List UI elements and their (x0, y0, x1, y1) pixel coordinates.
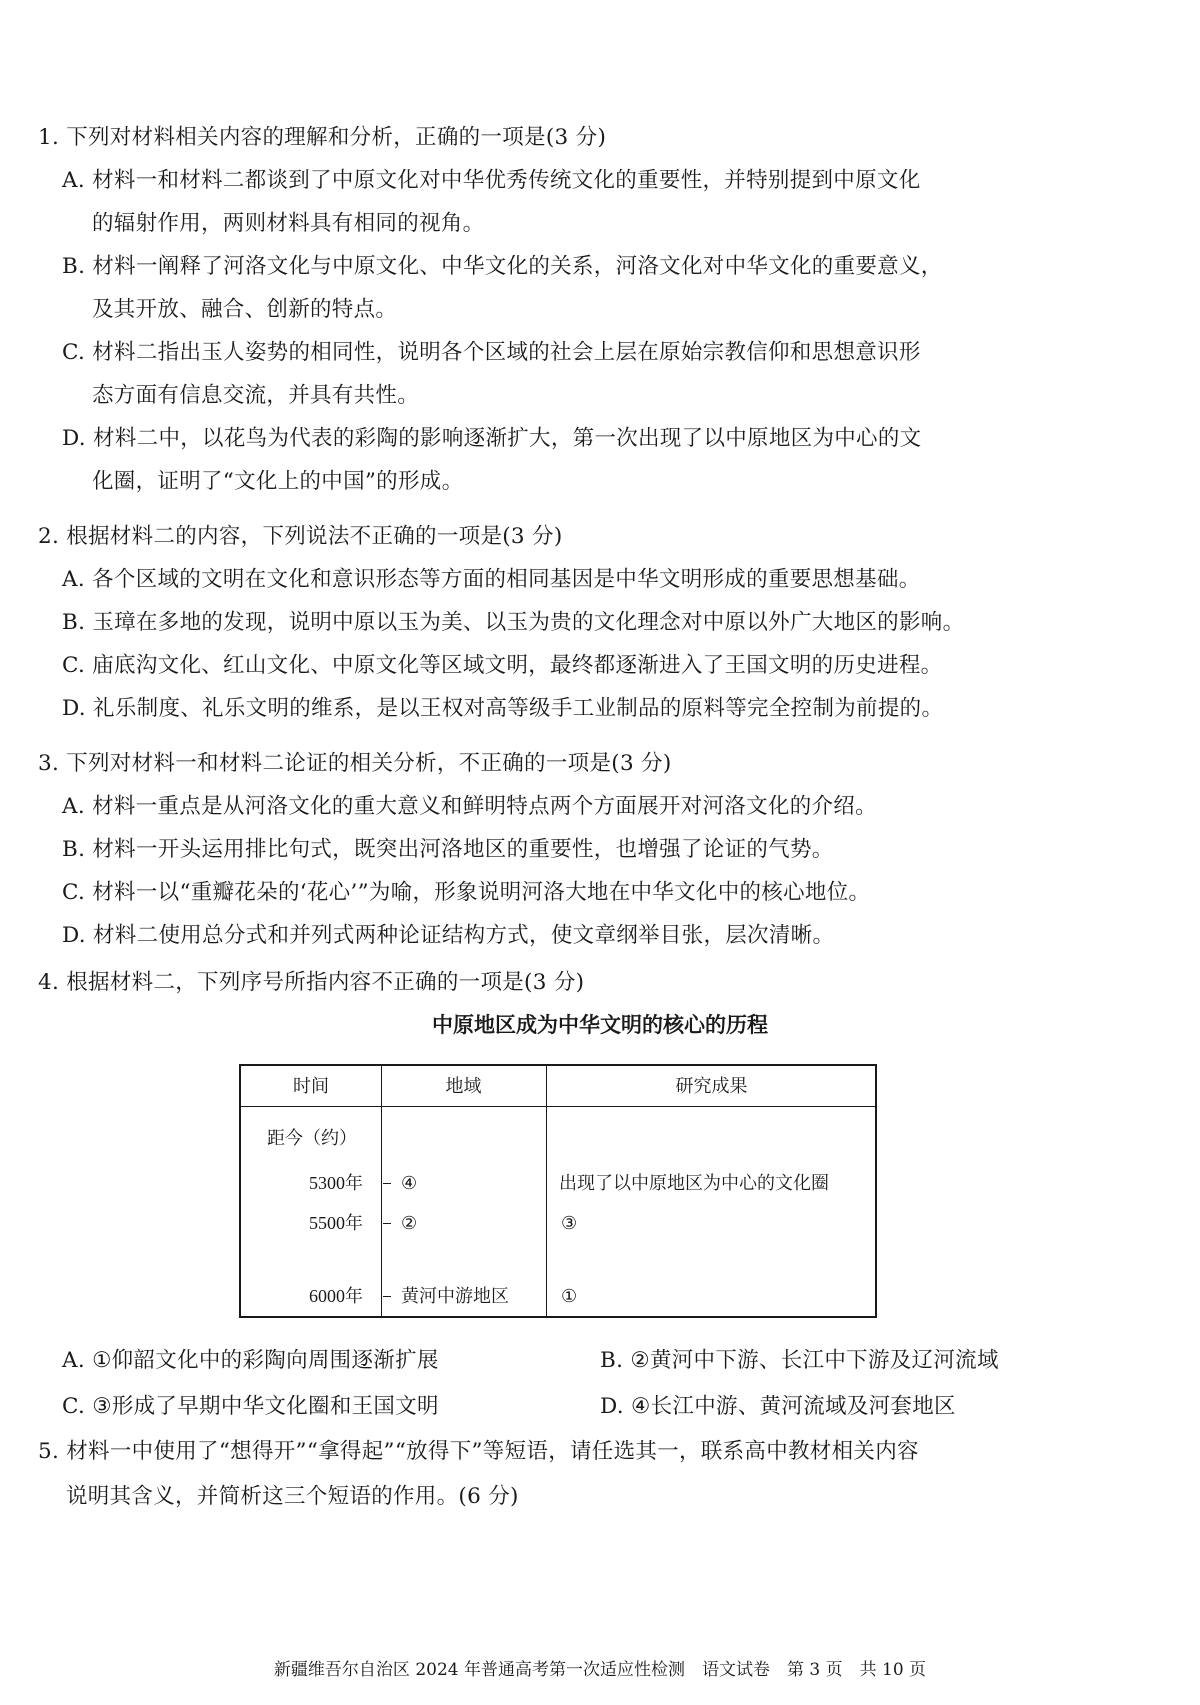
table-cell-region: 黄河中游地区 (401, 1286, 509, 1306)
question-1-option-c: C. 材料二指出玉人姿势的相同性，说明各个区域的社会上层在原始宗教信仰和思想意识形 (62, 340, 921, 365)
question-1-option-b: B. 材料一阐释了河洛文化与中原文化、中华文化的关系，河洛文化对中华文化的重要意义， (62, 254, 943, 279)
question-4-option-b: B. ②黄河中下游、长江中下游及辽河流域 (600, 1348, 999, 1373)
table-column-divider (381, 1066, 382, 1316)
question-1-option-d-cont: 化圈，证明了“文化上的中国”的形成。 (92, 469, 464, 494)
question-4-stem: 4. 根据材料二，下列序号所指内容不正确的一项是(3 分) (38, 970, 585, 995)
question-2-option-b: B. 玉璋在多地的发现，说明中原以玉为美、以玉为贵的文化理念对中原以外广大地区的影响。 (62, 610, 965, 635)
table-cell-time: 5500年 (309, 1213, 363, 1233)
question-2-option-d: D. 礼乐制度、礼乐文明的维系，是以王权对高等级手工业制品的原料等完全控制为前提的。 (62, 696, 944, 721)
question-4-option-c: C. ③形成了早期中华文化圈和王国文明 (62, 1394, 439, 1419)
question-4-option-d: D. ④长江中游、黄河流域及河套地区 (600, 1394, 956, 1419)
question-1-option-c-cont: 态方面有信息交流，并具有共性。 (92, 383, 420, 408)
table-cell-time: 6000年 (309, 1286, 363, 1306)
page-footer: 新疆维吾尔自治区 2024 年普通高考第一次适应性检测 语文试卷 第 3 页 共 10 页 (273, 1660, 927, 1680)
question-3-option-c: C. 材料一以“重瓣花朵的‘花心’”为喻，形象说明河洛大地在中华文化中的核心地位。 (62, 880, 871, 905)
question-3-option-a: A. 材料一重点是从河洛文化的重大意义和鲜明特点两个方面展开对河洛文化的介绍。 (62, 794, 877, 819)
question-3-stem: 3. 下列对材料一和材料二论证的相关分析，不正确的一项是(3 分) (38, 751, 672, 776)
timeline-tick (383, 1296, 391, 1297)
question-2-option-c: C. 庙底沟文化、红山文化、中原文化等区域文明，最终都逐渐进入了王国文明的历史进程。 (62, 653, 943, 678)
table-cell-region: ④ (401, 1173, 418, 1193)
table-cell-result: ① (561, 1286, 578, 1306)
table-header-region: 地域 (445, 1076, 482, 1096)
question-5-stem: 5. 材料一中使用了“想得开”“拿得起”“放得下”等短语，请任选其一，联系高中教材相关内容 (38, 1439, 919, 1464)
time-caption: 距今（约） (267, 1128, 357, 1148)
table-column-divider (546, 1066, 547, 1316)
question-3-option-d: D. 材料二使用总分式和并列式两种论证结构方式，使文章纲举目张，层次清晰。 (62, 923, 835, 948)
question-5-stem-cont: 说明其含义，并简析这三个短语的作用。(6 分) (66, 1484, 519, 1509)
table-title: 中原地区成为中华文明的核心的历程 (432, 1013, 768, 1037)
table-header-time: 时间 (293, 1076, 329, 1096)
question-1-option-a: A. 材料一和材料二都谈到了中原文化对中华优秀传统文化的重要性，并特别提到中原文化 (62, 168, 921, 193)
question-1-option-d: D. 材料二中，以花鸟为代表的彩陶的影响逐渐扩大，第一次出现了以中原地区为中心的文 (62, 426, 922, 451)
question-1-stem: 1. 下列对材料相关内容的理解和分析，正确的一项是(3 分) (38, 125, 607, 150)
table-cell-result: ③ (561, 1213, 578, 1233)
table-cell-region: ② (401, 1213, 418, 1233)
table-cell-time: 5300年 (309, 1173, 363, 1193)
timeline-tick (383, 1223, 391, 1224)
table-cell-result: 出现了以中原地区为中心的文化圈 (559, 1173, 829, 1193)
question-1-option-b-cont: 及其开放、融合、创新的特点。 (92, 297, 398, 322)
question-1-option-a-cont: 的辐射作用，两则材料具有相同的视角。 (92, 211, 485, 236)
question-2-stem: 2. 根据材料二的内容，下列说法不正确的一项是(3 分) (38, 524, 563, 549)
history-table (239, 1064, 877, 1318)
table-header-divider (241, 1106, 875, 1107)
question-4-option-a: A. ①仰韶文化中的彩陶向周围逐渐扩展 (62, 1348, 439, 1373)
table-header-result: 研究成果 (675, 1076, 748, 1096)
question-2-option-a: A. 各个区域的文明在文化和意识形态等方面的相同基因是中华文明形成的重要思想基础。 (62, 567, 921, 592)
timeline-tick (383, 1183, 391, 1184)
question-3-option-b: B. 材料一开头运用排比句式，既突出河洛地区的重要性，也增强了论证的气势。 (62, 837, 834, 862)
